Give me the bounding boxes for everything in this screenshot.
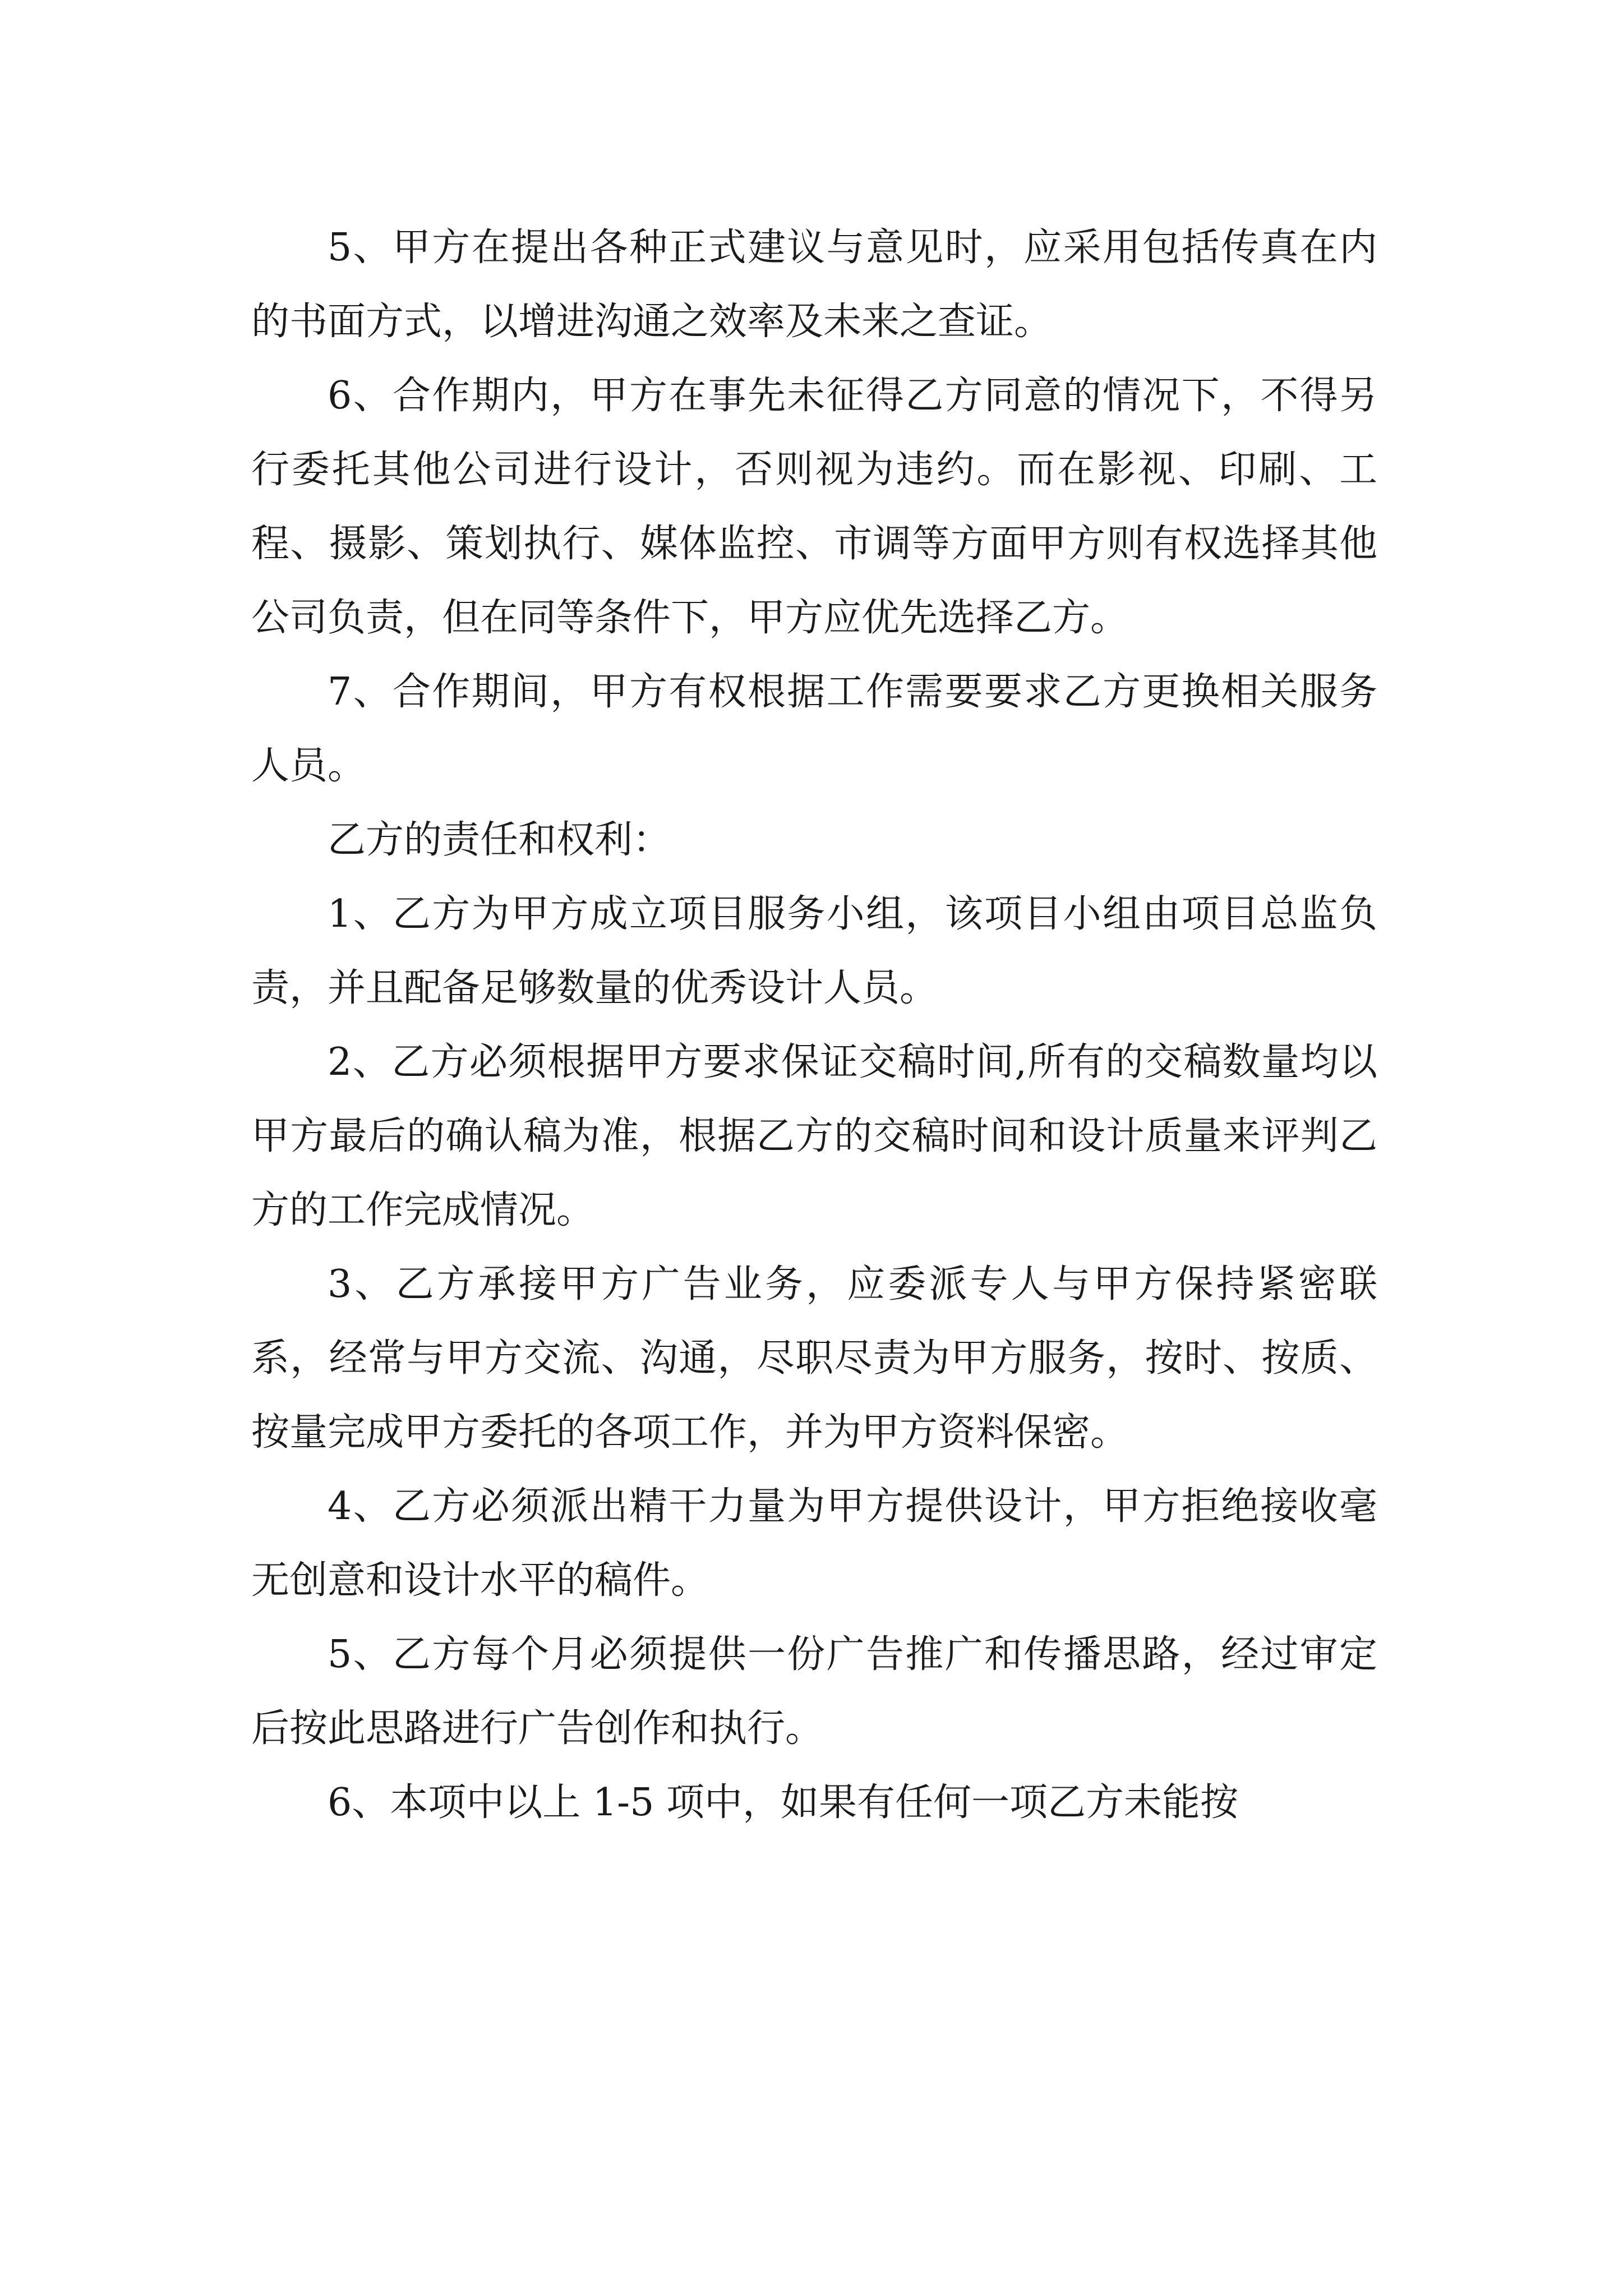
paragraph-jia-6: 6、合作期内，甲方在事先未征得乙方同意的情况下，不得另行委托其他公司进行设计，否则视为违约。而在影视、印刷、工程、摄影、策划执行、媒体监控、市调等方面甲方则有权选择其他公司负责，但在同等条件下，甲方应优先选择乙方。 (251, 374, 1377, 640)
section-heading-yi-responsibilities: 乙方的责任和权利： (328, 818, 671, 862)
paragraph-jia-5: 5、甲方在提出各种正式建议与意见时，应采用包括传真在内的书面方式，以增进沟通之效率及未来之查证。 (251, 226, 1377, 344)
paragraph-yi-5: 5、乙方每个月必须提供一份广告推广和传播思路，经过审定后按此思路进行广告创作和执行。 (251, 1632, 1377, 1751)
paragraph-yi-6: 6、本项中以上 1-5 项中，如果有任何一项乙方未能按 (328, 1780, 1238, 1825)
paragraph-yi-3: 3、乙方承接甲方广告业务，应委派专人与甲方保持紧密联系，经常与甲方交流、沟通，尽职尽责为甲方服务，按时、按质、按量完成甲方委托的各项工作，并为甲方资料保密。 (251, 1262, 1377, 1455)
document-body (251, 211, 1377, 1840)
paragraph-yi-2: 2、乙方必须根据甲方要求保证交稿时间,所有的交稿数量均以甲方最后的确认稿为准，根据乙方的交稿时间和设计质量来评判乙方的工作完成情况。 (251, 1040, 1377, 1232)
paragraph-yi-1: 1、乙方为甲方成立项目服务小组，该项目小组由项目总监负责，并且配备足够数量的优秀设计人员。 (251, 892, 1377, 1010)
paragraph-yi-4: 4、乙方必须派出精干力量为甲方提供设计，甲方拒绝接收毫无创意和设计水平的稿件。 (251, 1484, 1377, 1603)
paragraph-jia-7: 7、合作期间，甲方有权根据工作需要要求乙方更换相关服务人员。 (251, 670, 1377, 788)
